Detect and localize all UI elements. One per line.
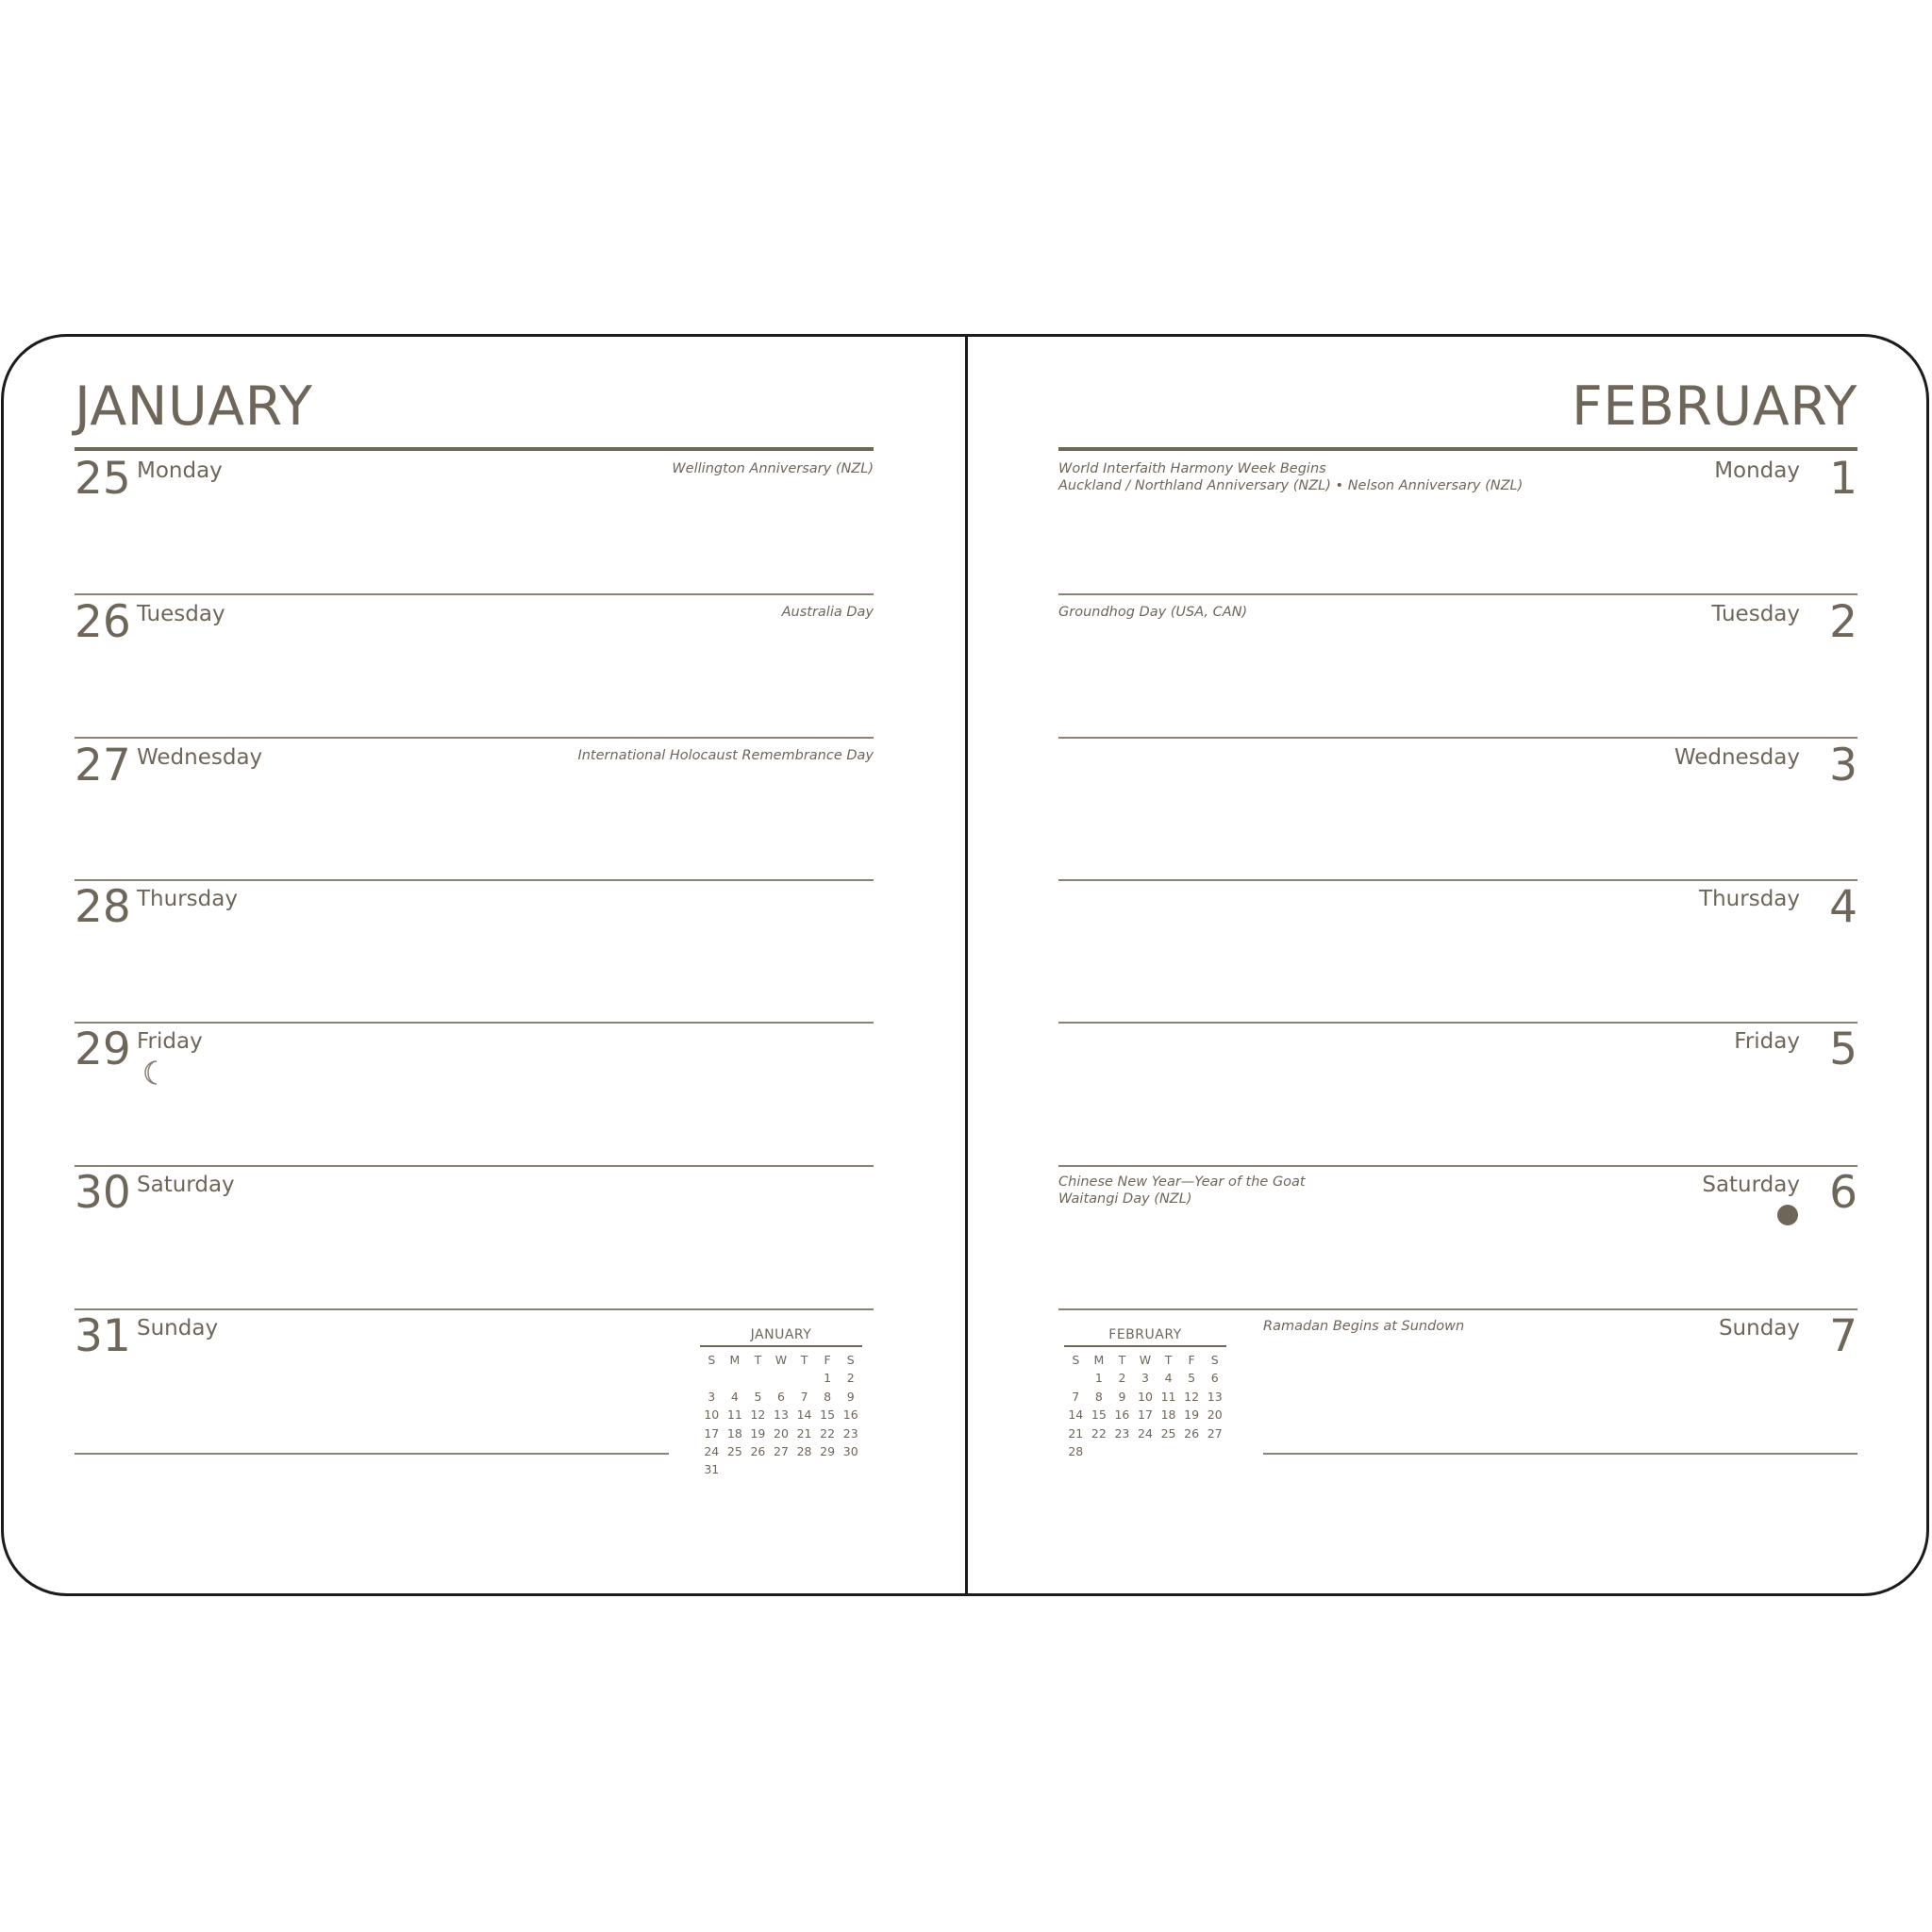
mini-calendar-weekday: M [1093,1353,1105,1367]
mini-calendar-day: 21 [1068,1425,1084,1441]
mini-calendar-day: 30 [842,1444,858,1459]
day-number: 28 [75,881,131,933]
mini-calendar-day: 24 [704,1444,720,1459]
mini-calendar-day [816,1460,840,1478]
mini-calendar-day: 7 [1072,1389,1080,1404]
mini-calendar-day [724,1460,747,1478]
mini-calendar-day [792,1460,816,1478]
day-note: World Interfaith Harmony Week Begins Auckland / Northland Anniversary (NZL) • Nelson Anniversary (NZL) [1058,461,1524,493]
mini-calendar-weekday: T [1118,1353,1126,1367]
mini-calendar-day [792,1369,816,1387]
day-divider [75,593,874,595]
day-name: Monday [137,458,223,483]
day-number: 31 [75,1310,131,1362]
day-divider [1058,1165,1857,1167]
mini-calendar-day: 27 [1207,1425,1223,1441]
mini-calendar-day [1088,1442,1111,1460]
day-number: 30 [75,1167,131,1219]
day-name: Sunday [137,1316,219,1341]
mini-calendar-day [746,1460,770,1478]
mini-calendar-rule [1064,1345,1226,1347]
day-number: 25 [75,453,131,505]
day-number: 29 [75,1024,131,1075]
day-number: 7 [1829,1310,1857,1362]
mini-calendar-day [700,1369,724,1387]
mini-calendar-title: JANUARY [750,1327,812,1342]
mini-calendar-day: 14 [796,1407,812,1423]
mini-calendar-day [1203,1442,1226,1460]
mini-calendar-grid [1064,1351,1226,1460]
day-divider [1058,879,1857,881]
day-note: Chinese New Year—Year of the Goat Waitangi Day (NZL) [1058,1174,1306,1207]
mini-calendar-day: 17 [1138,1407,1153,1423]
day-divider [75,737,874,739]
mini-calendar-title: FEBRUARY [1108,1327,1182,1342]
mini-calendar-day: 10 [704,1407,720,1423]
mini-calendar-day: 6 [1210,1371,1219,1386]
mini-calendar-day: 6 [777,1389,785,1404]
day-divider [75,1308,874,1310]
mini-calendar-day: 29 [820,1444,836,1459]
mini-calendar-day: 9 [846,1389,855,1404]
mini-calendar-day: 23 [1114,1425,1130,1441]
day-number: 4 [1829,881,1857,933]
mini-calendar-rule [700,1345,862,1347]
mini-calendar-day: 20 [1207,1407,1223,1423]
mini-calendar-day [724,1369,747,1387]
mini-calendar-day: 24 [1138,1425,1153,1441]
mini-calendar-day: 9 [1118,1389,1126,1404]
mini-calendar-day: 28 [1068,1444,1084,1459]
day-number: 2 [1829,596,1857,648]
mini-calendar-day: 8 [1094,1389,1103,1404]
mini-calendar-day: 3 [1141,1371,1149,1386]
mini-calendar-day: 8 [824,1389,832,1404]
mini-calendar-day: 19 [1184,1407,1200,1423]
mini-calendar-day: 10 [1138,1389,1153,1404]
mini-calendar-day: 25 [726,1444,742,1459]
mini-calendar-day [1157,1442,1180,1460]
mini-calendar-february [1064,1326,1226,1460]
day-number: 6 [1829,1167,1857,1219]
mini-calendar-day [1064,1369,1088,1387]
mini-calendar-day: 2 [846,1371,855,1386]
mini-calendar-day: 2 [1118,1371,1126,1386]
mini-calendar-day: 15 [820,1407,836,1423]
day-name: Thursday [137,887,238,911]
mini-calendar-day: 4 [730,1389,739,1404]
day-name: Friday [1734,1029,1800,1054]
mini-calendar-day: 14 [1068,1407,1084,1423]
mini-calendar-day: 19 [750,1425,766,1441]
mini-calendar-weekday: S [1072,1353,1080,1367]
mini-calendar-day: 11 [726,1407,742,1423]
day-name: Tuesday [137,602,225,626]
mini-calendar-day: 5 [1188,1371,1196,1386]
mini-calendar-day: 18 [1160,1407,1176,1423]
mini-calendar-day: 12 [1184,1389,1200,1404]
mini-calendar-weekday: T [800,1353,808,1367]
mini-calendar-day: 12 [750,1407,766,1423]
day-number: 27 [75,740,131,791]
mini-calendar-day: 28 [796,1444,812,1459]
mini-calendar-day [770,1460,793,1478]
day-note: Groundhog Day (USA, CAN) [1058,605,1248,620]
day-divider [1058,1022,1857,1024]
day-name: Saturday [1702,1173,1800,1197]
mini-calendar-day: 16 [842,1407,858,1423]
day-name: Friday [137,1029,203,1054]
day-divider [1058,1308,1857,1310]
day-divider [1263,1453,1857,1455]
mini-calendar-weekday: T [754,1353,762,1367]
mini-calendar-day: 15 [1091,1407,1107,1423]
mini-calendar-january [700,1326,862,1479]
mini-calendar-weekday: W [1139,1353,1152,1367]
mini-calendar-weekday: S [1210,1353,1219,1367]
day-note: Australia Day [781,605,874,620]
day-name: Saturday [137,1173,235,1197]
mini-calendar-day: 4 [1164,1371,1173,1386]
mini-calendar-day: 18 [726,1425,742,1441]
mini-calendar-day: 17 [704,1425,720,1441]
day-divider [1058,593,1857,595]
mini-calendar-day: 11 [1160,1389,1176,1404]
day-number: 3 [1829,740,1857,791]
new-moon-icon [1777,1205,1798,1225]
mini-calendar-day: 7 [800,1389,808,1404]
mini-calendar-day [839,1460,862,1478]
day-divider [75,1022,874,1024]
mini-calendar-day: 1 [1094,1371,1103,1386]
mini-calendar-day: 25 [1160,1425,1176,1441]
mini-calendar-day: 3 [708,1389,716,1404]
day-name: Tuesday [1711,602,1800,626]
mini-calendar-day: 26 [1184,1425,1200,1441]
mini-calendar-weekday: S [708,1353,716,1367]
day-note: Wellington Anniversary (NZL) [672,461,874,476]
month-title-january: JANUARY [75,375,313,438]
mini-calendar-day: 5 [754,1389,762,1404]
day-divider [75,1165,874,1167]
mini-calendar-day: 22 [820,1425,836,1441]
day-name: Sunday [1718,1316,1800,1341]
day-name: Wednesday [137,745,263,770]
mini-calendar-day [1110,1442,1134,1460]
mini-calendar-grid [700,1351,862,1479]
mini-calendar-day: 1 [824,1371,832,1386]
day-number: 1 [1829,453,1857,505]
planner-spine [965,334,968,1596]
mini-calendar-weekday: T [1164,1353,1173,1367]
day-number: 26 [75,596,131,648]
mini-calendar-day: 13 [774,1407,789,1423]
day-name: Wednesday [1674,745,1800,770]
day-divider [75,1453,669,1455]
day-name: Thursday [1699,887,1800,911]
day-note: Ramadan Begins at Sundown [1263,1319,1465,1334]
month-top-rule [75,447,874,451]
day-note: International Holocaust Remembrance Day [577,748,874,763]
mini-calendar-weekday: F [824,1353,831,1367]
mini-calendar-day: 16 [1114,1407,1130,1423]
first-quarter-moon-icon [142,1059,164,1086]
day-divider [1058,737,1857,739]
mini-calendar-weekday: W [774,1353,788,1367]
mini-calendar-day: 31 [704,1462,720,1477]
mini-calendar-day: 20 [774,1425,789,1441]
day-divider [75,879,874,881]
mini-calendar-day [746,1369,770,1387]
mini-calendar-day [1180,1442,1204,1460]
mini-calendar-weekday: F [1188,1353,1195,1367]
mini-calendar-weekday: M [729,1353,741,1367]
day-name: Monday [1714,458,1800,483]
mini-calendar-day: 22 [1091,1425,1107,1441]
month-top-rule [1058,447,1857,451]
mini-calendar-weekday: S [846,1353,855,1367]
mini-calendar-day: 13 [1207,1389,1223,1404]
month-title-february: FEBRUARY [1572,375,1857,438]
mini-calendar-day [1134,1442,1158,1460]
mini-calendar-day: 23 [842,1425,858,1441]
mini-calendar-day [770,1369,793,1387]
mini-calendar-day: 27 [774,1444,789,1459]
mini-calendar-day: 26 [750,1444,766,1459]
mini-calendar-day: 21 [796,1425,812,1441]
day-number: 5 [1829,1024,1857,1075]
